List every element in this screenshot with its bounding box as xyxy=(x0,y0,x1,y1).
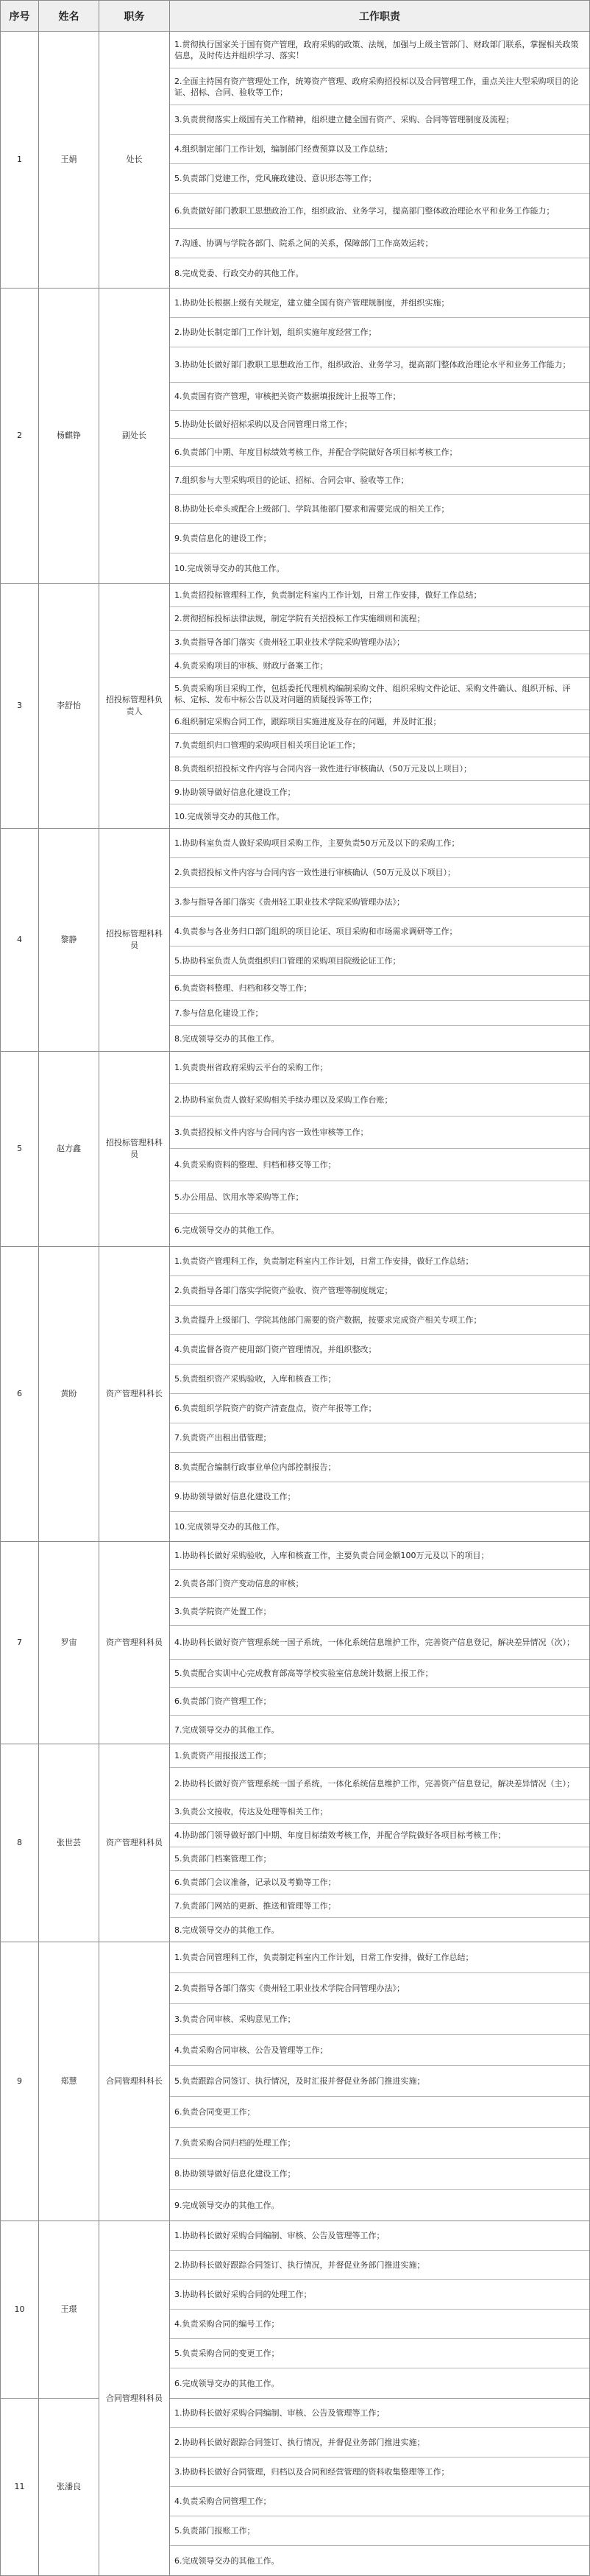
duty-text: 2.贯彻招标投标法律法规，制定学院有关招投标工作实施细则和流程； xyxy=(174,614,425,623)
row-seq: 11 xyxy=(1,2399,39,2576)
duty-item xyxy=(170,383,589,411)
duty-text: 6.负责做好部门教职工思想政治工作，组织政治、业务学习，提高部门整体政治理论水平和业务工作能力； xyxy=(174,206,555,216)
duty-text: 2.负责指导各部门落实《贵州轻工职业技术学院合同管理办法》； xyxy=(174,1984,405,1993)
duty-item xyxy=(170,781,589,804)
duty-item xyxy=(170,1660,589,1688)
duty-text: 8.完成领导交办的其他工作。 xyxy=(174,1033,280,1044)
row-name: 王娟 xyxy=(39,32,99,289)
duty-item xyxy=(170,1512,589,1541)
duty-item xyxy=(170,946,589,976)
duty-text: 2.负责招投标文件内容与合同内容一致性进行审核确认（50万元及以下项目）； xyxy=(174,868,455,877)
duty-item xyxy=(170,757,589,781)
row-position: 资产管理科科员 xyxy=(99,1542,170,1744)
duty-item xyxy=(170,1453,589,1482)
duty-text: 1.负责资产管理科工作，负责制定科室内工作计划，日常工作安排，做好工作总结； xyxy=(174,1256,474,1266)
duty-text: 6.完成领导交办的其他工作。 xyxy=(174,2378,280,2388)
duty-text: 7.负责采购合同归档的处理工作； xyxy=(174,2138,296,2148)
duty-text: 6.负责部门会议准备，记录以及考勤等工作； xyxy=(174,1878,336,1887)
duty-item xyxy=(170,888,589,917)
duty-text: 1.协助科长做好采购验收，入库和核查工作，主要负责合同金额100万元及以下的项目； xyxy=(174,1551,489,1560)
duty-item xyxy=(170,734,589,757)
row-position: 资产管理科科员 xyxy=(99,1744,170,1942)
duty-item xyxy=(170,1001,589,1026)
table-row xyxy=(1,1942,590,2221)
duty-item xyxy=(170,2004,589,2035)
duty-item xyxy=(170,2066,589,2097)
duty-text: 6.完成领导交办的其他工作。 xyxy=(174,1225,280,1235)
duty-item xyxy=(170,1688,589,1716)
duty-item xyxy=(170,2458,589,2487)
duty-item xyxy=(170,347,589,383)
duty-item xyxy=(170,1149,589,1181)
duty-text: 1.协助科长做好采购合同编制、审核、公告及管理等工作； xyxy=(174,2231,385,2240)
duty-text: 3.协助科长做好合同管理，归档以及合同和经营管理的资料收集整理等工作； xyxy=(174,2467,449,2477)
duty-text: 6.负责部门中期、年度目标绩效考核工作，并配合学院做好各项目标考核工作； xyxy=(174,447,458,457)
duty-text: 3.负责提升上级部门、学院其他部门需要的资产数据，按要求完成资产相关专项工作； xyxy=(174,1315,482,1325)
row-name: 王璟 xyxy=(39,2221,99,2399)
header-position: 职务 xyxy=(99,1,170,32)
row-seq: 5 xyxy=(1,1052,39,1247)
duty-text: 6.组织制定采购合同工作，跟踪项目实施进度及存在的问题，并及时汇报； xyxy=(174,717,441,726)
duty-item xyxy=(170,2487,589,2516)
duty-item xyxy=(170,1423,589,1453)
duty-text: 4.负责参与各业务归口部门组织的项目论证、项目采购和市场需求调研等工作； xyxy=(174,927,458,936)
table-row xyxy=(1,2221,590,2399)
row-name: 罗宙 xyxy=(39,1542,99,1744)
duty-item xyxy=(170,553,589,583)
row-duties xyxy=(170,1052,590,1247)
duty-item xyxy=(170,1181,589,1214)
duty-text: 5.负责采购项目采购工作，包括委托代理机构编制采购文件、组织采购文件论证、采购文件确认、组织开标、评标、定标、发布中标公告以及对问题的质疑投诉等工作； xyxy=(174,683,571,704)
duty-text: 3.负责学院资产处置工作； xyxy=(174,1607,271,1616)
duty-item xyxy=(170,135,589,164)
duty-item xyxy=(170,2516,589,2546)
duty-item xyxy=(170,1052,589,1084)
table-header-row xyxy=(1,1,590,32)
row-position: 招投标管理科科员 xyxy=(99,829,170,1052)
duty-text: 9.协助领导做好信息化建设工作； xyxy=(174,788,296,797)
duty-text: 1.协助处长根据上级有关规定，建立健全国有资产管理规制度，并组织实施； xyxy=(174,298,449,308)
duty-item xyxy=(170,411,589,439)
duty-item xyxy=(170,1335,589,1365)
duty-text: 9.完成领导交办的其他工作。 xyxy=(174,2200,280,2210)
duty-text: 5.负责采购合同的变更工作； xyxy=(174,2349,280,2358)
row-position: 合同管理科科员 xyxy=(99,2221,170,2576)
duty-text: 5.负责部门报账工作； xyxy=(174,2526,255,2536)
duty-text: 4.负责采购合同审核、公告及管理等工作； xyxy=(174,2045,328,2055)
row-duties xyxy=(170,2399,590,2576)
duty-text: 7.负责组织归口管理的采购项目相关项目论证工作； xyxy=(174,740,360,750)
duty-text: 8.负责组织招投标文件内容与合同内容一致性进行审核确认（50万元及以上项目）； xyxy=(174,764,472,774)
duty-item xyxy=(170,1800,589,1824)
duty-text: 7.组织参与大型采购项目的论证、招标、合同会审、验收等工作； xyxy=(174,475,409,485)
row-duties xyxy=(170,2221,590,2399)
duty-item xyxy=(170,1894,589,1918)
duty-text: 1.负责合同管理科工作，负责制定科室内工作计划，日常工作安排，做好工作总结； xyxy=(174,1953,474,1962)
duty-text: 2.协助科室负责人做好采购相关手续办理以及采购工作台账； xyxy=(174,1095,393,1105)
duty-item xyxy=(170,2251,589,2280)
duty-item xyxy=(170,678,589,710)
row-seq: 9 xyxy=(1,1942,39,2221)
duty-text: 4.负责采购项目的审核、财政厅备案工作； xyxy=(174,661,328,670)
row-seq: 8 xyxy=(1,1744,39,1942)
duty-item xyxy=(170,439,589,467)
duty-text: 4.组织制定部门工作计划，编制部门经费预算以及工作总结； xyxy=(174,144,393,154)
header-name: 姓名 xyxy=(39,1,99,32)
duty-text: 8.完成党委、行政交办的其他工作。 xyxy=(174,268,304,278)
duty-text: 8.协助处长牵头或配合上级部门、学院其他部门要求和需要完成的相关工作； xyxy=(174,504,449,514)
duty-text: 5.负责组织资产采购验收，入库和核查工作； xyxy=(174,1374,336,1384)
duty-item xyxy=(170,584,589,607)
row-position: 处长 xyxy=(99,32,170,289)
duty-text: 3.协助科长做好采购合同的处理工作； xyxy=(174,2290,312,2299)
duty-item xyxy=(170,1871,589,1894)
duty-item xyxy=(170,1247,589,1276)
row-name: 郑慧 xyxy=(39,1942,99,2221)
duty-text: 5.负责配合实训中心完成教育部高等学校实验室信息统计数据上报工作； xyxy=(174,1669,433,1678)
duty-text: 3.负责指导各部门落实《贵州轻工职业技术学院采购管理办法》； xyxy=(174,637,405,647)
row-position: 合同管理科科长 xyxy=(99,1942,170,2221)
duty-item xyxy=(170,164,589,194)
duty-item xyxy=(170,1570,589,1598)
duty-text: 9.负责信息化的建设工作； xyxy=(174,534,271,543)
duty-item xyxy=(170,2159,589,2190)
duty-item xyxy=(170,1973,589,2004)
table-row xyxy=(1,2399,590,2576)
row-seq: 3 xyxy=(1,584,39,829)
duty-text: 1.负责贵州省政府采购云平台的采购工作； xyxy=(174,1063,328,1072)
duty-text: 3.负责招投标文件内容与合同内容一致性审核等工作； xyxy=(174,1128,369,1137)
table-row xyxy=(1,1744,590,1942)
duty-text: 7.负责资产出租出借管理； xyxy=(174,1433,271,1443)
duty-text: 6.负责合同变更工作； xyxy=(174,2107,255,2117)
duty-item xyxy=(170,1306,589,1335)
row-name: 李舒怡 xyxy=(39,584,99,829)
row-position: 招投标管理科科员 xyxy=(99,1052,170,1247)
duty-item xyxy=(170,524,589,553)
duty-item xyxy=(170,804,589,828)
duty-text: 5.协助科室负责人负责组织归口管理的采购项目院级论证工作； xyxy=(174,956,401,966)
duty-text: 4.负责采购合同的编号工作； xyxy=(174,2319,280,2329)
duty-item xyxy=(170,1394,589,1423)
duty-item xyxy=(170,1942,589,1973)
duty-item xyxy=(170,229,589,258)
table-row xyxy=(1,1542,590,1744)
duty-text: 2.协助科长做好跟踪合同签订、执行情况，并督促业务部门推进实施； xyxy=(174,2260,425,2270)
table-row xyxy=(1,289,590,584)
duty-text: 2.全面主持国有资产管理处工作，统筹资产管理、政府采购招投标以及合同管理工作，重点关注大型采购项目的论证、招标、合同、验收等工作； xyxy=(174,76,579,97)
duty-item xyxy=(170,258,589,288)
duty-item xyxy=(170,2399,589,2428)
duty-item xyxy=(170,32,589,68)
row-duties xyxy=(170,1942,590,2221)
row-seq: 4 xyxy=(1,829,39,1052)
row-seq: 10 xyxy=(1,2221,39,2399)
row-position: 招投标管理科负责人 xyxy=(99,584,170,829)
row-name: 赵方鑫 xyxy=(39,1052,99,1247)
row-duties xyxy=(170,829,590,1052)
duty-text: 1.协助科长做好采购合同编制、审核、公告及管理等工作； xyxy=(174,2408,385,2418)
duty-text: 8.负责配合编制行政事业单位内部控制报告； xyxy=(174,1462,336,1472)
duty-item xyxy=(170,105,589,135)
duty-item xyxy=(170,467,589,495)
duty-text: 5.负责部门档案管理工作； xyxy=(174,1854,271,1864)
duty-text: 4.负责监督各资产使用部门资产管理情况，并组织整改； xyxy=(174,1345,377,1354)
duty-item xyxy=(170,2128,589,2159)
duty-text: 7.完成领导交办的其他工作。 xyxy=(174,1724,280,1735)
duty-item xyxy=(170,2097,589,2128)
duty-text: 4.协助部门领导做好部门中期、年度目标绩效考核工作，并配合学院做好各项目标考核工作； xyxy=(174,1830,506,1840)
row-seq: 6 xyxy=(1,1247,39,1542)
duty-item xyxy=(170,289,589,318)
row-seq: 7 xyxy=(1,1542,39,1744)
table-row xyxy=(1,32,590,289)
duty-text: 3.参与指导各部门落实《贵州轻工职业技术学院采购管理办法》； xyxy=(174,897,405,907)
duty-text: 2.负责指导各部门落实学院资产验收、资产管理等制度规定； xyxy=(174,1286,393,1295)
duty-text: 2.协助科长做好资产管理系统一国子系统，一体化系统信息维护工作，完善资产信息登记，解决差异情况（主）； xyxy=(174,1779,575,1788)
duty-text: 2.负责各部门资产变动信息的审核； xyxy=(174,1579,304,1588)
row-seq: 2 xyxy=(1,289,39,584)
duty-item xyxy=(170,1026,589,1051)
duty-item xyxy=(170,607,589,631)
duty-item xyxy=(170,1824,589,1847)
duty-text: 3.负责合同审核、采购意见工作； xyxy=(174,2014,296,2024)
table-row xyxy=(1,829,590,1052)
duty-text: 7.沟通、协调与学院各部门、院系之间的关系，保障部门工作高效运转； xyxy=(174,238,433,248)
duty-item xyxy=(170,1626,589,1660)
row-name: 黄盼 xyxy=(39,1247,99,1542)
duty-item xyxy=(170,194,589,229)
table-row xyxy=(1,584,590,829)
header-seq: 序号 xyxy=(1,1,39,32)
duty-item xyxy=(170,1482,589,1512)
duty-item xyxy=(170,2546,589,2575)
duty-text: 4.负责采购资料的整理、归档和移交等工作； xyxy=(174,1160,336,1170)
duty-text: 2.协助科长做好跟踪合同签订、执行情况，并督促业务部门推进实施； xyxy=(174,2438,425,2447)
duty-item xyxy=(170,2035,589,2066)
duty-text: 10.完成领导交办的其他工作。 xyxy=(174,1521,285,1532)
row-duties xyxy=(170,1542,590,1744)
duty-item xyxy=(170,2368,589,2398)
duty-text: 5.协助处长做好招标采购以及合同管理日常工作； xyxy=(174,420,352,429)
duty-text: 8.完成领导交办的其他工作。 xyxy=(174,1925,280,1935)
duty-item xyxy=(170,654,589,678)
duty-text: 3.负责贯彻落实上级国有关工作精神，组织建立健全国有资产、采购、合同等管理制度及流程； xyxy=(174,115,514,124)
duty-text: 4.负责国有资产管理，审核把关资产数据填报统计上报等工作； xyxy=(174,392,401,401)
duty-item xyxy=(170,2280,589,2310)
duty-item xyxy=(170,1768,589,1800)
duty-text: 2.协助处长制定部门工作计划，组织实施年度经营工作； xyxy=(174,328,377,337)
duty-text: 7.参与信息化建设工作； xyxy=(174,1008,263,1018)
duty-item xyxy=(170,1598,589,1626)
duty-text: 1.负责招投标管理科工作，负责制定科室内工作计划，日常工作安排，做好工作总结； xyxy=(174,590,482,600)
duty-item xyxy=(170,1744,589,1768)
duty-text: 10.完成领导交办的其他工作。 xyxy=(174,563,285,573)
row-duties xyxy=(170,1247,590,1542)
duty-item xyxy=(170,1276,589,1306)
duty-item xyxy=(170,2428,589,2458)
duty-text: 4.协助科长做好资产管理系统一国子系统，一体化系统信息维护工作，完善资产信息登记，解决差异情况（次）； xyxy=(174,1638,575,1647)
duty-item xyxy=(170,710,589,734)
table-row xyxy=(1,1247,590,1542)
row-name: 黎静 xyxy=(39,829,99,1052)
duty-item xyxy=(170,1117,589,1149)
duty-text: 6.负责资料整理、归档和移交等工作； xyxy=(174,983,312,993)
row-duties xyxy=(170,584,590,829)
duty-item xyxy=(170,1542,589,1570)
row-name: 杨麒铮 xyxy=(39,289,99,584)
row-duties xyxy=(170,289,590,584)
duty-item xyxy=(170,495,589,524)
row-duties xyxy=(170,32,590,289)
duty-text: 6.完成领导交办的其他工作。 xyxy=(174,2555,280,2566)
duty-text: 4.负责采购合同管理工作； xyxy=(174,2497,271,2506)
duty-item xyxy=(170,2310,589,2339)
row-position: 副处长 xyxy=(99,289,170,584)
row-name: 张世芸 xyxy=(39,1744,99,1942)
duty-text: 1.负责资产用报报送工作； xyxy=(174,1751,271,1761)
duty-item xyxy=(170,1214,589,1246)
duty-item xyxy=(170,858,589,888)
duty-text: 1.贯彻执行国家关于国有资产管理，政府采购的政策、法规，加强与上级主管部门、财政部门联系，掌握相关政策信息，及时传达并组织学习、落实！ xyxy=(174,39,579,60)
row-duties xyxy=(170,1744,590,1942)
duty-text: 5.负责部门党建工作，党风廉政建设、意识形态等工作； xyxy=(174,174,377,183)
duty-text: 8.协助领导做好信息化建设工作； xyxy=(174,2169,296,2179)
row-name: 张潘良 xyxy=(39,2399,99,2576)
duty-item xyxy=(170,1847,589,1871)
duty-item xyxy=(170,2221,589,2251)
duty-item xyxy=(170,1365,589,1394)
duty-item xyxy=(170,976,589,1001)
duty-item xyxy=(170,68,589,105)
duty-text: 6.负责组织学院资产的资产清查盘点，资产年报等工作； xyxy=(174,1404,377,1413)
duty-item xyxy=(170,2190,589,2221)
duty-text: 3.负责公文接收，传达及处理等相关工作； xyxy=(174,1807,328,1816)
duty-item xyxy=(170,917,589,946)
duty-item xyxy=(170,2339,589,2368)
duty-item xyxy=(170,1716,589,1744)
duty-text: 7.负责部门网站的更新、推送和管理等工作； xyxy=(174,1901,336,1911)
duty-item xyxy=(170,1084,589,1117)
row-seq: 1 xyxy=(1,32,39,289)
duty-text: 9.协助领导做好信息化建设工作； xyxy=(174,1492,296,1501)
duty-text: 1.协助科室负责人做好采购项目采购工作，主要负责50万元及以下的采购工作； xyxy=(174,838,460,848)
duty-text: 5.办公用品、饮用水等采购等工作； xyxy=(174,1192,304,1202)
duty-item xyxy=(170,631,589,654)
row-position: 资产管理科科长 xyxy=(99,1247,170,1542)
duty-text: 10.完成领导交办的其他工作。 xyxy=(174,811,285,821)
header-duties: 工作职责 xyxy=(170,1,590,32)
duty-item xyxy=(170,829,589,858)
duty-text: 3.协助处长做好部门教职工思想政治工作，组织政治、业务学习，提高部门整体政治理论水平和业务工作能力； xyxy=(174,360,571,369)
table-row xyxy=(1,1052,590,1247)
duty-item xyxy=(170,318,589,347)
duty-text: 5.负责跟踪合同签订、执行情况，及时汇报并督促业务部门推进实施； xyxy=(174,2076,425,2086)
table-body xyxy=(1,32,590,2576)
duty-item xyxy=(170,1918,589,1942)
duty-text: 6.负责部门资产管理工作； xyxy=(174,1696,271,1706)
